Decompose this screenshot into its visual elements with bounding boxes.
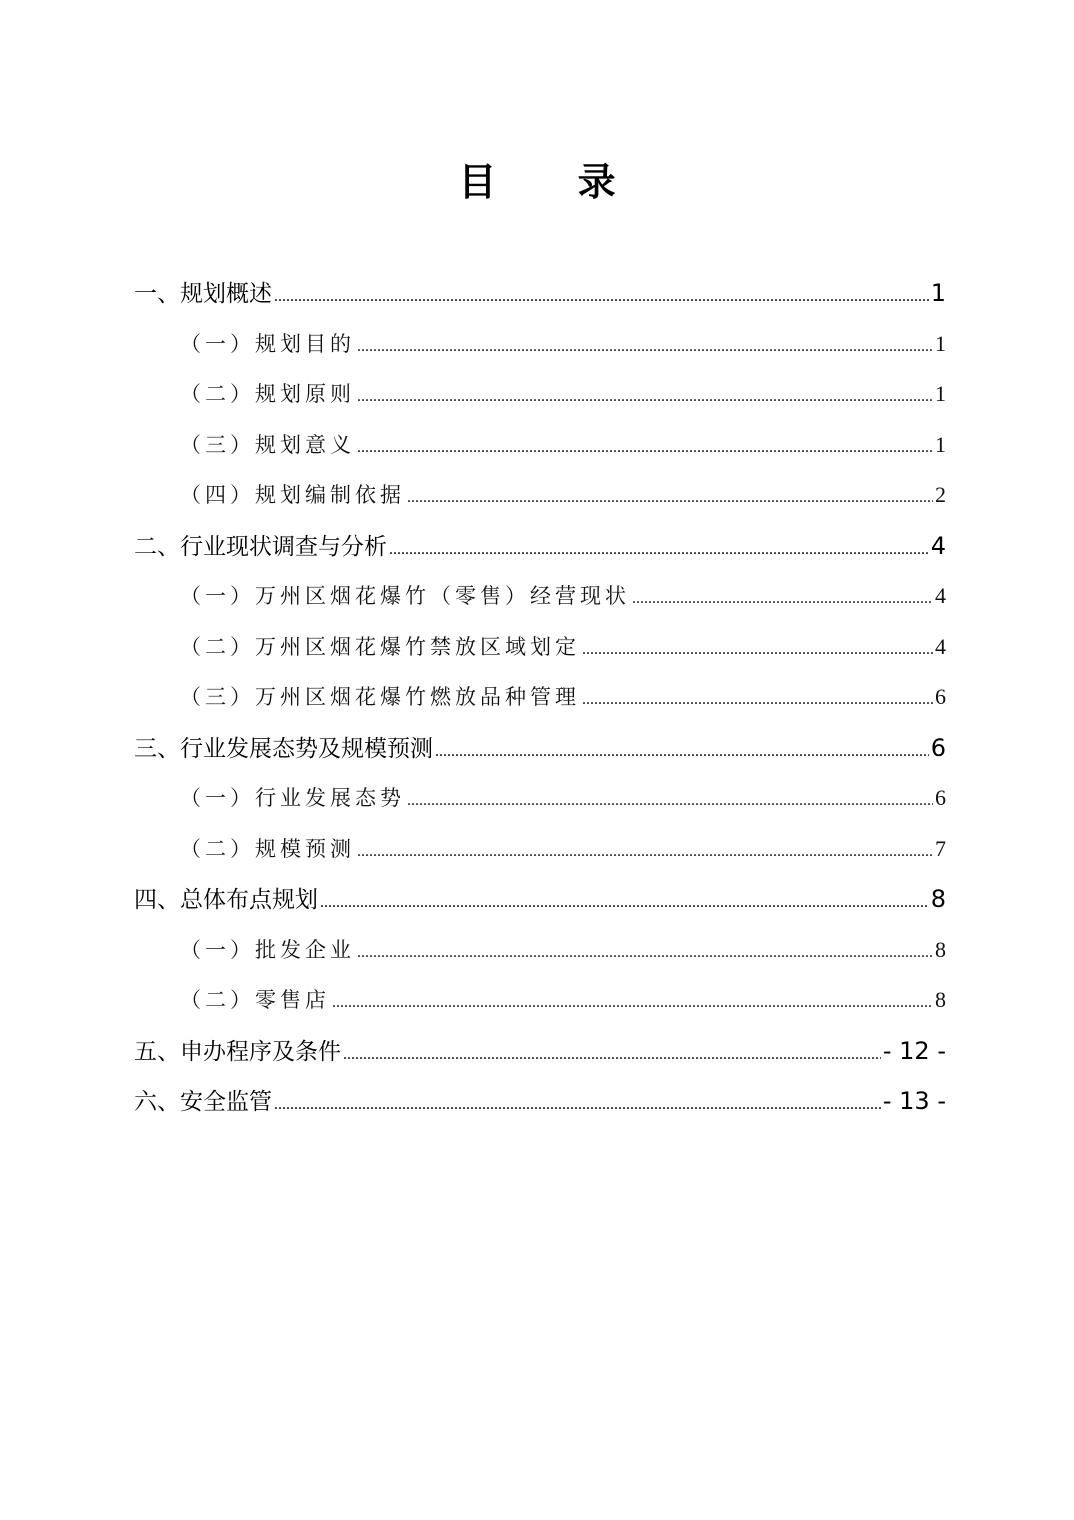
toc-entry-label: （一）行业发展态势 xyxy=(180,786,405,810)
dot-leader xyxy=(274,1080,881,1131)
toc-entry-page: - 13 - xyxy=(882,1087,946,1115)
dot-leader xyxy=(582,675,933,726)
toc-entry-page: - 12 - xyxy=(882,1036,946,1065)
toc-entry-label: 六、安全监管 xyxy=(134,1089,272,1115)
dot-leader xyxy=(357,372,933,423)
toc-entry-label: （二）万州区烟花爆竹禁放区域划定 xyxy=(180,634,580,659)
toc-entry[interactable] xyxy=(134,521,946,572)
toc-entry[interactable] xyxy=(134,1026,946,1077)
toc-entry[interactable] xyxy=(134,1076,946,1127)
dot-leader xyxy=(357,928,933,979)
toc-entry[interactable] xyxy=(134,723,946,774)
toc-entry-page: 1 xyxy=(935,431,946,457)
toc-subentry[interactable] xyxy=(134,824,946,875)
table-of-contents xyxy=(134,268,946,1127)
dot-leader xyxy=(407,473,933,524)
dot-leader xyxy=(274,272,929,323)
toc-entry-page: 4 xyxy=(930,531,946,560)
toc-entry-page: 1 xyxy=(935,381,946,406)
toc-subentry[interactable] xyxy=(134,420,946,471)
toc-subentry[interactable] xyxy=(134,672,946,723)
dot-leader xyxy=(389,525,929,576)
toc-subentry[interactable] xyxy=(134,369,946,420)
toc-entry-page: 6 xyxy=(935,684,946,709)
toc-entry[interactable] xyxy=(134,874,946,925)
toc-entry-label: 三、行业发展态势及规模预测 xyxy=(134,735,433,762)
toc-entry-label: 五、申办程序及条件 xyxy=(134,1038,341,1065)
toc-entry-label: （二）规模预测 xyxy=(180,836,355,861)
dot-leader xyxy=(435,727,929,778)
toc-entry-page: 1 xyxy=(935,330,946,356)
dot-leader xyxy=(357,827,933,878)
dot-leader xyxy=(332,978,933,1029)
toc-entry-page: 2 xyxy=(935,482,946,507)
toc-entry-page: 6 xyxy=(930,733,946,762)
dot-leader xyxy=(582,625,933,676)
toc-subentry[interactable] xyxy=(134,773,946,824)
toc-entry-page: 7 xyxy=(935,835,946,861)
toc-entry-label: （二）规划原则 xyxy=(180,382,355,406)
toc-subentry[interactable] xyxy=(134,470,946,521)
toc-entry-label: 二、行业现状调查与分析 xyxy=(134,533,387,560)
toc-entry-label: （三）规划意义 xyxy=(180,432,355,457)
toc-subentry[interactable] xyxy=(134,975,946,1026)
toc-entry-label: （四）规划编制依据 xyxy=(180,483,405,507)
toc-subentry[interactable] xyxy=(134,571,946,622)
toc-entry-page: 8 xyxy=(935,987,946,1012)
dot-leader xyxy=(343,1030,881,1081)
dot-leader xyxy=(357,423,933,474)
toc-entry-label: 四、总体布点规划 xyxy=(134,887,318,913)
toc-entry-label: （三）万州区烟花爆竹燃放品种管理 xyxy=(180,685,580,709)
toc-entry-label: （一）批发企业 xyxy=(180,937,355,962)
dot-leader xyxy=(407,776,933,827)
toc-subentry[interactable] xyxy=(134,622,946,673)
toc-entry-label: （一）规划目的 xyxy=(180,331,355,356)
dot-leader xyxy=(320,878,929,929)
toc-entry-page: 1 xyxy=(930,279,946,307)
toc-subentry[interactable] xyxy=(134,319,946,370)
dot-leader xyxy=(632,574,933,625)
toc-entry-label: （二）零售店 xyxy=(180,988,330,1012)
toc-entry-page: 4 xyxy=(935,583,946,608)
toc-entry-page: 6 xyxy=(935,785,946,810)
toc-entry-page: 4 xyxy=(935,633,946,659)
dot-leader xyxy=(357,322,933,373)
toc-entry[interactable] xyxy=(134,268,946,319)
toc-entry-page: 8 xyxy=(930,885,946,913)
toc-subentry[interactable] xyxy=(134,925,946,976)
toc-entry-page: 8 xyxy=(935,936,946,962)
page-title: 目 录 xyxy=(458,160,650,204)
toc-entry-label: 一、规划概述 xyxy=(134,281,272,307)
toc-entry-label: （一）万州区烟花爆竹（零售）经营现状 xyxy=(180,584,630,608)
